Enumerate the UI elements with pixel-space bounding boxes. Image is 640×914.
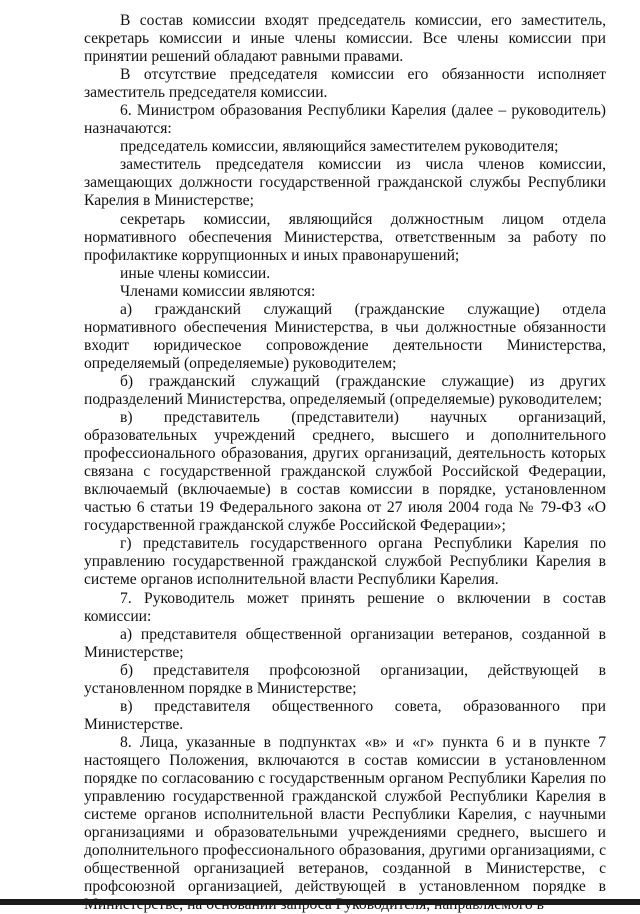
scan-bottom-edge xyxy=(0,899,640,905)
paragraph-chair-absence: В отсутствие председателя комиссии его обязанности исполняет заместитель председателя комиссии. xyxy=(84,66,606,102)
paragraph-subitem-v: в) представитель (представители) научных организаций, образовательных учреждений среднего, высшего и дополнительного профессионального образования, других организаций, деятельность которых связана с государственной гражданской службой Российской Федерации, включаемый (включаемые) в состав комиссии в порядке, установленном частью 6 статьи 19 Федерального закона от 27 июля 2004 года № 79-ФЗ «О государственной гражданской службе Российской Федерации»; xyxy=(84,409,606,535)
paragraph-item-8: 8. Лица, указанные в подпунктах «в» и «г» пункта 6 и в пункте 7 настоящего Положения, включаются в состав комиссии в установленном порядке по согласованию с государственным органом Республики Карелия по управлению государственной гражданской службой Республики Карелия в системе органов исполнительной власти Республики Карелия, с научными организациями и образовательными учреждениями среднего, высшего и дополнительного профессионального образования, другими организациями, с общественной организацией ветеранов, созданной в Министерстве, с профсоюзной организацией, действующей в установленном порядке в xyxy=(84,733,606,896)
paragraph-item-7-a: а) представителя общественной организации ветеранов, созданной в Министерстве; xyxy=(84,625,606,661)
paragraph-item-7: 7. Руководитель может принять решение о включении в состав комиссии: xyxy=(84,589,606,625)
paragraph-commission-composition: В состав комиссии входят председатель комиссии, его заместитель, секретарь комиссии и иные члены комиссии. Все члены комиссии при принятии решений обладают равными правами. xyxy=(84,12,606,66)
paragraph-deputy-chair: заместитель председателя комиссии из числа членов комиссии, замещающих должности государственной гражданской службы Республики Карелия в Министерстве; xyxy=(84,156,606,210)
paragraph-item-7-v: в) представителя общественного совета, образованного при Министерстве. xyxy=(84,697,606,733)
paragraph-chair: председатель комиссии, являющийся заместителем руководителя; xyxy=(120,138,559,156)
paragraph-item-6: 6. Министром образования Республики Карелия (далее – руководитель) назначаются: xyxy=(84,102,606,138)
paragraph-secretary: секретарь комиссии, являющийся должностным лицом отдела нормативного обеспечения Министерства, ответственным за работу по профилактике коррупционных и иных правонарушений; xyxy=(84,210,606,264)
paragraph-subitem-a: а) гражданский служащий (гражданские служащие) отдела нормативного обеспечения Министерства, в чьи должностные обязанности входит юридическое сопровождение деятельности Министерства, определяемый (определяемые) руководителем; xyxy=(84,300,606,372)
paragraph-subitem-b: б) гражданский служащий (гражданские служащие) из других подразделений Министерства, определяемый (определяемые) руководителем; xyxy=(84,372,606,408)
paragraph-members-are: Членами комиссии являются: xyxy=(120,282,316,300)
paragraph-subitem-g: г) представитель государственного органа Республики Карелия по управлению государственной гражданской службой Республики Карелия в системе органов исполнительной власти Республики Карелия. xyxy=(84,535,606,589)
paragraph-other-members: иные члены комиссии. xyxy=(120,264,271,282)
paragraph-item-7-b: б) представителя профсоюзной организации, действующей в установленном порядке в Министерстве; xyxy=(84,661,606,697)
